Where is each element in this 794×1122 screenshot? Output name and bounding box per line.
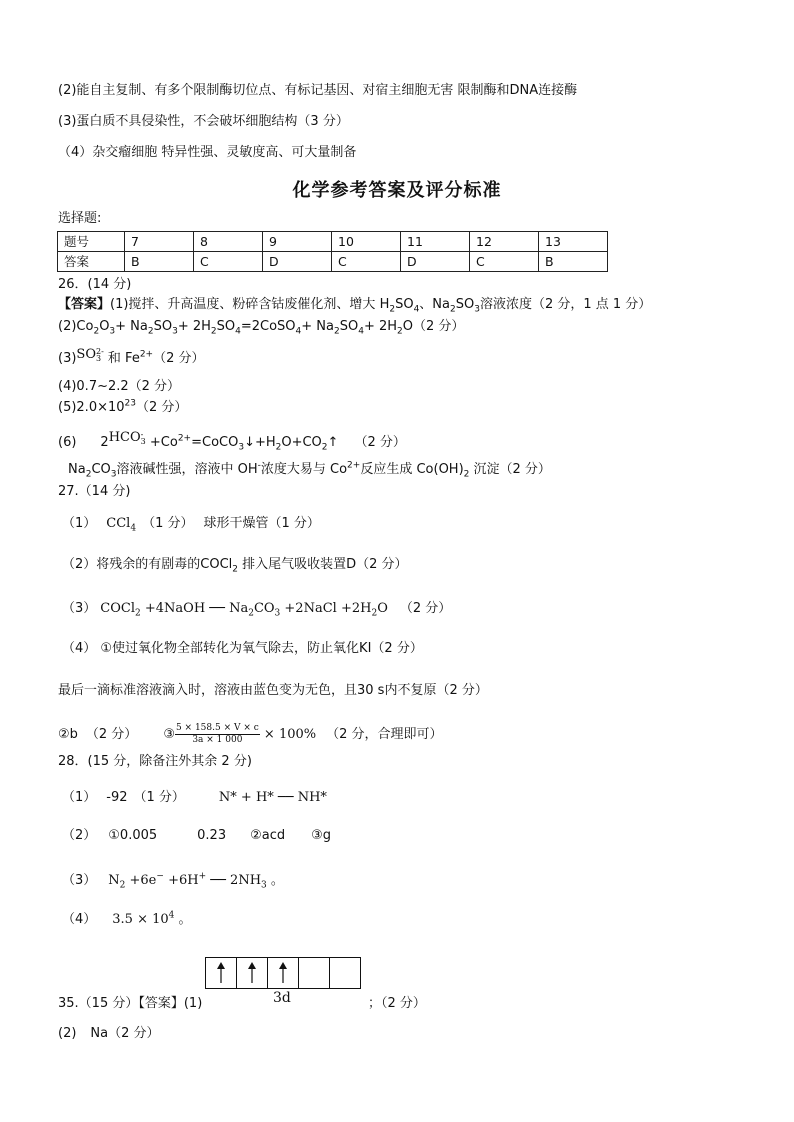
fraction: $\frac{5 \times 158.5 \times V \times c}{3a \times 1 000}$ bbox=[175, 723, 259, 745]
sulfite-ion: SO 2- 3 bbox=[76, 346, 104, 363]
question-number: 9 bbox=[263, 232, 332, 252]
answer-cell: C bbox=[194, 252, 263, 272]
bio-answer-4: （4）杂交瘤细胞 特异性强、灵敏度高、可大量制备 bbox=[58, 145, 357, 160]
q26-answer-1: 【答案】(1)搅拌、升高温度、粉碎含钴废催化剂、增大 $H_2SO_4$、$Na_2SO_3$溶液浓度（2 分，1 点 1 分） bbox=[58, 297, 652, 315]
q28-answer-2: （2） ①0.005 0.23 ②acd ③g bbox=[62, 828, 332, 843]
answer-cell: B bbox=[125, 252, 194, 272]
orbital-diagram bbox=[206, 957, 361, 989]
up-arrow-icon bbox=[206, 958, 236, 988]
bio-answer-3: (3)蛋白质不具侵染性，不会破坏细胞结构（3 分） bbox=[58, 114, 349, 129]
orbital-box-filled bbox=[205, 957, 237, 989]
choice-answer-table bbox=[57, 231, 608, 272]
q27-heading: 27.（14 分) bbox=[58, 484, 131, 499]
q35-score-1: ；（2 分） bbox=[368, 996, 426, 1011]
orbital-box-empty bbox=[329, 957, 361, 989]
bio-answer-2: (2)能自主复制、有多个限制酶切位点、有标记基因、对宿主细胞无害 限制酶和DNA连接酶 bbox=[58, 83, 578, 98]
question-number: 11 bbox=[401, 232, 470, 252]
q26-answer-3: (3)SO 2- 3 和 $Fe^{2+}(2$ 分） bbox=[58, 346, 205, 366]
question-number: 8 bbox=[194, 232, 263, 252]
q27-answer-4: （4） ①使过氧化物全部转化为氧气除去，防止氧化KI（2 分） bbox=[62, 641, 423, 656]
answer-cell: B bbox=[539, 252, 608, 272]
q28-answer-4: （4） $3.5 \times 10^4$ 。 bbox=[62, 910, 192, 927]
q26-answer-2: $(2)Co_2O_3+ Na_2SO_3+$ $2H_2SO_4=2CoSO_4+ Na_2SO_4+ 2H_2O(2$ 分） bbox=[58, 319, 465, 337]
q26-answer-6: (6) 2HCO - 3 $+Co^{2+}=CoCO_3↓+H_2O+CO_2↑$ （2 分） bbox=[58, 429, 406, 453]
q28-answer-1: （1） -92 （1 分） N* + H* ── NH* bbox=[62, 790, 327, 805]
q28-answer-3: （3） $N_2 +6e^- +6H^+$ ── $2NH_3$ 。 bbox=[62, 871, 284, 891]
q27-answer-3: （3） COCl$_2$ +4NaOH ── $Na_2CO_3$ +2NaCl $+2H_2O$ （2 分） bbox=[62, 601, 452, 619]
q28-heading: 28．(15 分，除备注外其余 2 分) bbox=[58, 754, 252, 769]
page-title: 化学参考答案及评分标准 bbox=[292, 180, 502, 201]
q26-answer-4: (4)0.7~2.2（2 分） bbox=[58, 379, 181, 394]
answer-cell: D bbox=[263, 252, 332, 272]
orbital-box-filled bbox=[236, 957, 268, 989]
choice-label: 选择题: bbox=[58, 211, 102, 226]
question-number: 12 bbox=[470, 232, 539, 252]
q27-answer-1: （1） CCl$_4$ （1 分） 球形干燥管（1 分） bbox=[62, 516, 320, 534]
up-arrow-icon bbox=[268, 958, 298, 988]
orbital-label: 3d bbox=[273, 990, 291, 1006]
q26-answer-6b: $Na_2CO_3$溶液碱性强，溶液中 OH-浓度大易与 $Co^{2+}$反应生成 $Co(OH)_2$ 沉淀（2 分） bbox=[68, 460, 551, 480]
q27-answer-4b: 最后一滴标准溶液滴入时，溶液由蓝色变为无色，且30 s内不复原（2 分） bbox=[58, 683, 488, 698]
orbital-box-filled bbox=[267, 957, 299, 989]
equation: $N_2 +6e^- +6H^+$ ── $2NH_3$ 。 bbox=[108, 871, 284, 891]
q26-answer-5: $(5)2.0\times 10^{23}(2$ 分） bbox=[58, 398, 188, 415]
answer-cell: D bbox=[401, 252, 470, 272]
question-number: 7 bbox=[125, 232, 194, 252]
q35-answer-2: (2) Na（2 分） bbox=[58, 1026, 160, 1041]
up-arrow-icon bbox=[237, 958, 267, 988]
bicarbonate-ion: HCO - 3 bbox=[108, 429, 146, 446]
q27-answer-2: （2）将残余的有剧毒的COCl$_2$ 排入尾气吸收装置D（2 分） bbox=[62, 557, 408, 575]
row-header-number: 题号 bbox=[58, 232, 125, 252]
equation: COCl$_2$ +4NaOH ── $Na_2CO_3$ +2NaCl $+2H_2O$ bbox=[100, 601, 388, 619]
question-number: 13 bbox=[539, 232, 608, 252]
q35-heading: 35.（15 分）【答案】(1) bbox=[58, 996, 203, 1011]
answer-tag: 【答案】 bbox=[58, 297, 111, 312]
q26-heading: 26．(14 分) bbox=[58, 277, 132, 292]
question-number: 10 bbox=[332, 232, 401, 252]
q27-answer-5: ②b （2 分） ③ $\frac{5 \times 158.5 \times V \times c}{3a \times 1 000}$ × 100% （2 分，合理即可） bbox=[58, 723, 443, 745]
answer-cell: C bbox=[332, 252, 401, 272]
table-row bbox=[58, 232, 608, 252]
orbital-box-empty bbox=[298, 957, 330, 989]
row-header-answer: 答案 bbox=[58, 252, 125, 272]
table-row bbox=[58, 252, 608, 272]
answer-cell: C bbox=[470, 252, 539, 272]
